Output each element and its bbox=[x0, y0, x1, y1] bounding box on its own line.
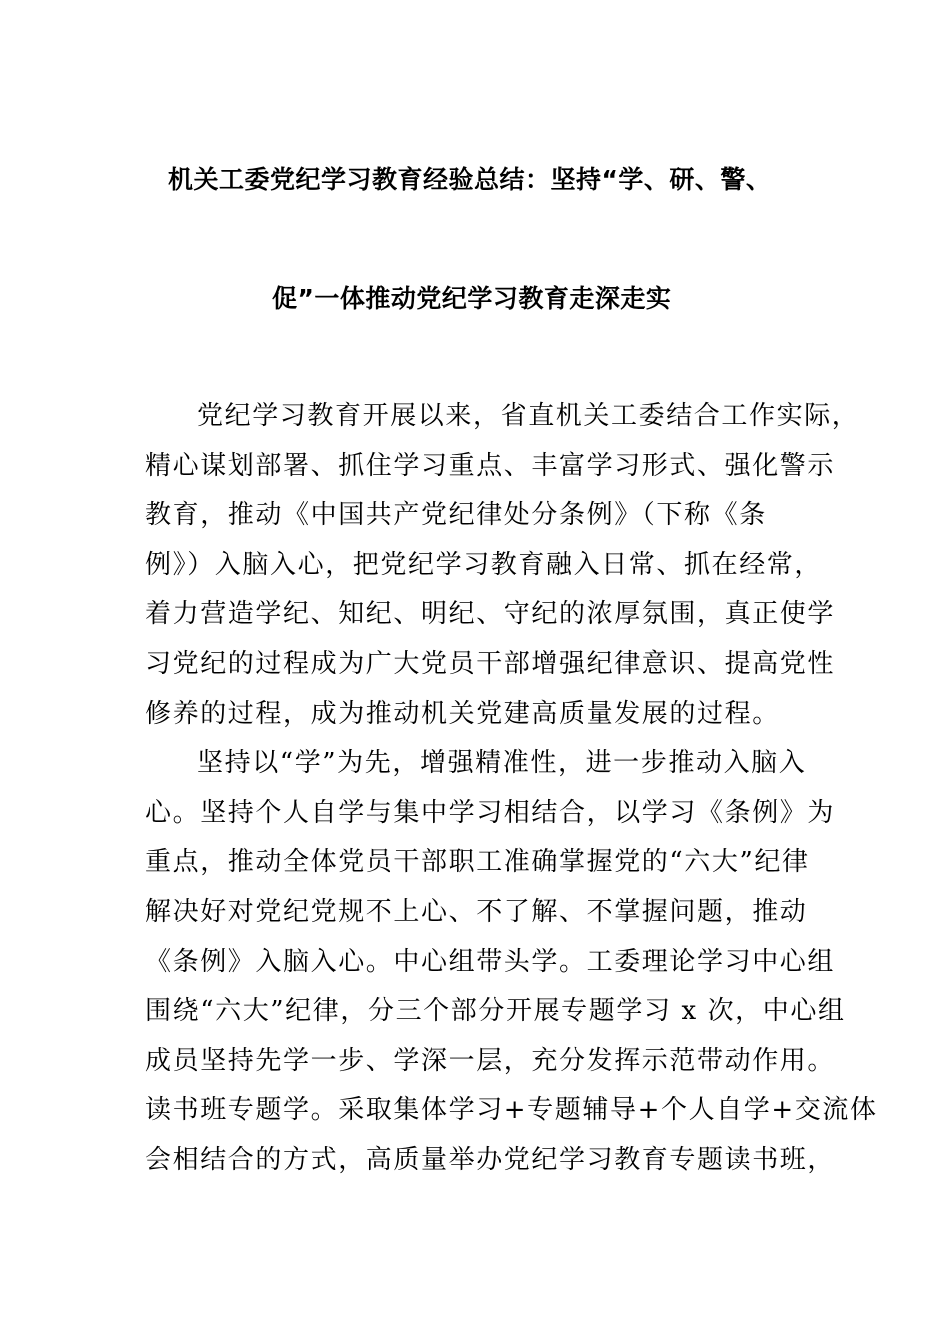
paragraph-1-line: 修养的过程，成为推动机关党建高质量发展的过程。 bbox=[145, 698, 780, 729]
paragraph-2-line: 心。坚持个人自学与集中学习相结合，以学习《条例》为 bbox=[145, 797, 836, 828]
paragraph-2-line: 围绕“六大”纪律，分三个部分开展专题学习 x 次，中心组 bbox=[145, 996, 846, 1027]
paragraph-2-line: 解决好对党纪党规不上心、不了解、不掌握问题，推动 bbox=[145, 896, 808, 927]
document-title-line-2: 促”一体推动党纪学习教育走深走实 bbox=[272, 284, 672, 313]
paragraph-2-line: 会相结合的方式，高质量举办党纪学习教育专题读书班， bbox=[145, 1144, 836, 1175]
paragraph-2-line: 《条例》入脑入心。中心组带头学。工委理论学习中心组 bbox=[145, 946, 836, 977]
paragraph-1-line: 例》）入脑入心，把党纪学习教育融入日常、抓在经常， bbox=[145, 549, 823, 580]
paragraph-1-line: 教育，推动《中国共产党纪律处分条例》（下称《条 bbox=[145, 500, 767, 531]
paragraph-1-line: 精心谋划部署、抓住学习重点、丰富学习形式、强化警示 bbox=[145, 450, 836, 481]
paragraph-2-line: 坚持以“学”为先，增强精准性，进一步推动入脑入 bbox=[197, 748, 807, 779]
paragraph-2-line: 读书班专题学。采取集体学习+专题辅导+个人自学+交流体 bbox=[145, 1095, 878, 1126]
paragraph-1-line: 党纪学习教育开展以来，省直机关工委结合工作实际， bbox=[197, 401, 860, 431]
document-body bbox=[145, 392, 878, 1186]
paragraph-1-line: 习党纪的过程成为广大党员干部增强纪律意识、提高党性 bbox=[145, 648, 836, 679]
document-title-line-1: 机关工委党纪学习教育经验总结：坚持“学、研、警、 bbox=[168, 165, 772, 194]
paragraph-2-line: 重点，推动全体党员干部职工准确掌握党的“六大”纪律 bbox=[145, 847, 810, 878]
paragraph-2-line: 成员坚持先学一步、学深一层，充分发挥示范带动作用。 bbox=[145, 1045, 836, 1076]
paragraph-1-line: 着力营造学纪、知纪、明纪、守纪的浓厚氛围，真正使学 bbox=[145, 599, 836, 630]
